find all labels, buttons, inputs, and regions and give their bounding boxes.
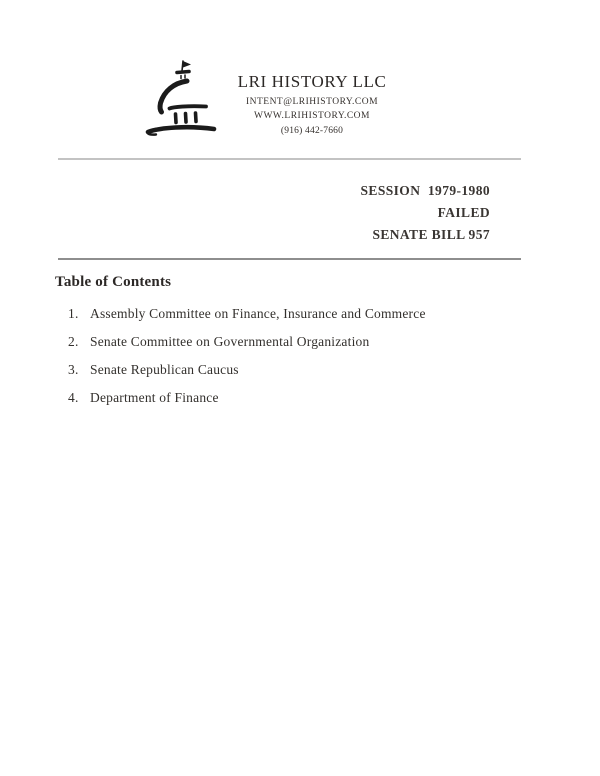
- letterhead: [197, 72, 427, 136]
- toc-item-text: Assembly Committee on Finance, Insurance and Commerce: [90, 306, 426, 321]
- toc-item-number: 4.: [68, 390, 79, 405]
- status-line: FAILED: [437, 205, 490, 220]
- website-text: WWW.LRIHISTORY.COM: [254, 111, 370, 121]
- toc-item-text: Department of Finance: [90, 390, 219, 405]
- phone-text: (916) 442-7660: [280, 125, 344, 136]
- toc-item: [68, 362, 538, 390]
- divider-top: [58, 158, 521, 160]
- toc-item: [68, 390, 538, 418]
- email-text: INTENT@LRIHISTORY.COM: [245, 96, 379, 107]
- toc-item: [68, 334, 538, 362]
- toc-item-number: 2.: [68, 334, 79, 349]
- toc-item-number: 1.: [68, 306, 79, 321]
- bill-summary-block: [361, 180, 490, 246]
- company-name: LRI HISTORY LLC: [237, 72, 387, 91]
- toc-list: [68, 306, 538, 418]
- toc-item: [68, 306, 538, 334]
- session-line: SESSION 1979-1980: [360, 183, 490, 198]
- toc-item-number: 3.: [68, 362, 79, 377]
- divider-bottom: [58, 258, 521, 260]
- toc-item-text: Senate Committee on Governmental Organization: [90, 334, 370, 349]
- bill-line: SENATE BILL 957: [372, 227, 490, 242]
- toc-item-text: Senate Republican Caucus: [90, 362, 239, 377]
- toc-heading: Table of Contents: [55, 274, 172, 290]
